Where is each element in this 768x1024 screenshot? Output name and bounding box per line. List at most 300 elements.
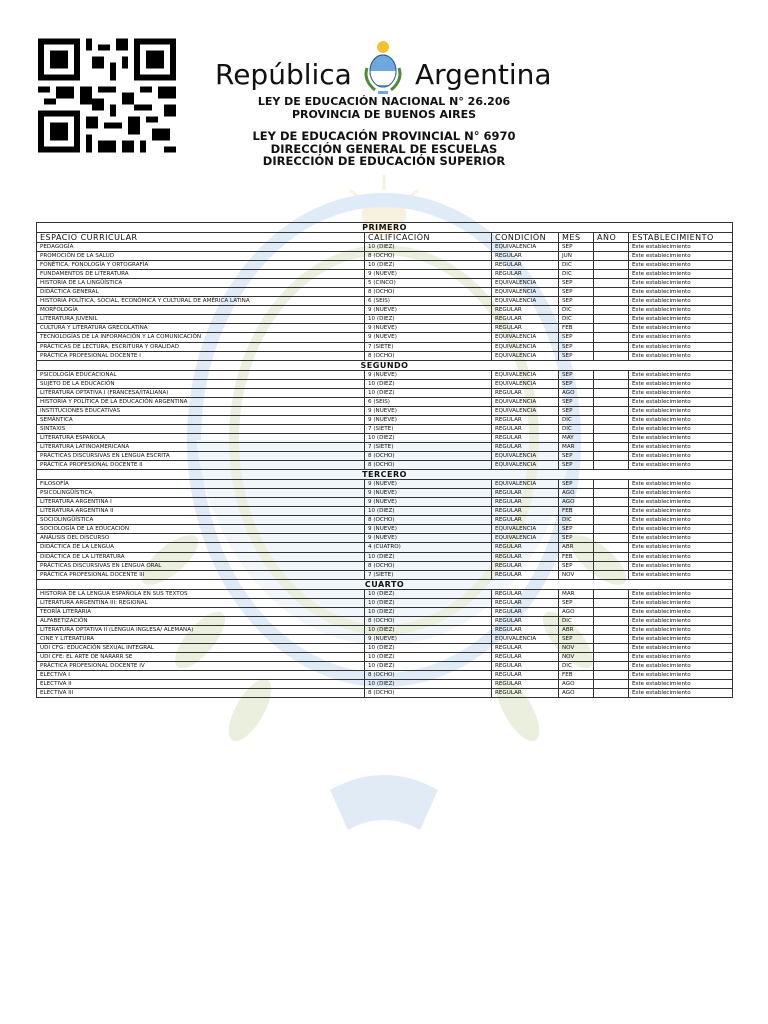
condition-cell: REGULAR	[492, 598, 559, 607]
month-cell: SEP	[559, 480, 594, 489]
institution-cell: Este establecimiento	[629, 252, 733, 261]
month-cell: DIC	[559, 424, 594, 433]
table-row	[37, 452, 733, 461]
subject-cell: HISTORIA POLÍTICA, SOCIAL, ECONÓMICA Y CULTURAL DE AMÉRICA LATINA	[37, 297, 365, 306]
month-cell: DIC	[559, 306, 594, 315]
month-cell: SEP	[559, 370, 594, 379]
grade-cell: 7 (SIETE)	[365, 570, 492, 579]
month-cell: SEP	[559, 406, 594, 415]
table-row	[37, 652, 733, 661]
condition-cell: REGULAR	[492, 252, 559, 261]
condition-cell: REGULAR	[492, 388, 559, 397]
table-row	[37, 616, 733, 625]
condition-cell: REGULAR	[492, 671, 559, 680]
directorate-higher-ed-heading: DIRECCIÓN DE EDUCACIÓN SUPERIOR	[262, 154, 506, 168]
year-cell	[594, 543, 629, 552]
table-row	[37, 525, 733, 534]
institution-cell: Este establecimiento	[629, 480, 733, 489]
condition-cell: REGULAR	[492, 261, 559, 270]
table-row	[37, 543, 733, 552]
institution-cell: Este establecimiento	[629, 616, 733, 625]
institution-cell: Este establecimiento	[629, 671, 733, 680]
month-cell: DIC	[559, 415, 594, 424]
institution-cell: Este establecimiento	[629, 634, 733, 643]
month-cell: SEP	[559, 461, 594, 470]
table-row	[37, 351, 733, 360]
institution-cell: Este establecimiento	[629, 442, 733, 451]
year-cell	[594, 333, 629, 342]
year-section-header	[37, 470, 733, 480]
subject-cell: DIDÁCTICA GENERAL	[37, 288, 365, 297]
institution-cell: Este establecimiento	[629, 315, 733, 324]
condition-cell: REGULAR	[492, 498, 559, 507]
condition-cell: REGULAR	[492, 442, 559, 451]
month-cell: AGO	[559, 689, 594, 698]
year-cell	[594, 388, 629, 397]
subject-cell: LITERATURA OPTATIVA II (LENGUA INGLESA/ ALEMANA)	[37, 625, 365, 634]
grade-cell: 10 (DIEZ)	[365, 607, 492, 616]
year-cell	[594, 561, 629, 570]
institution-cell: Este establecimiento	[629, 333, 733, 342]
law-provincial-heading: LEY DE EDUCACIÓN PROVINCIAL N° 6970	[252, 129, 516, 143]
grade-cell: 8 (OCHO)	[365, 616, 492, 625]
condition-cell: EQUIVALENCIA	[492, 351, 559, 360]
institution-cell: Este establecimiento	[629, 424, 733, 433]
institution-cell: Este establecimiento	[629, 351, 733, 360]
institution-cell: Este establecimiento	[629, 415, 733, 424]
month-cell: SEP	[559, 397, 594, 406]
table-row	[37, 480, 733, 489]
table-row	[37, 333, 733, 342]
national-coat-of-arms-icon	[361, 38, 405, 96]
table-row	[37, 270, 733, 279]
month-cell: NOV	[559, 570, 594, 579]
condition-cell: EQUIVALENCIA	[492, 525, 559, 534]
table-row	[37, 507, 733, 516]
directorate-schools-heading: DIRECCIÓN GENERAL DE ESCUELAS	[270, 142, 498, 156]
column-header: CONDICIÓN	[492, 233, 559, 243]
institution-cell: Este establecimiento	[629, 561, 733, 570]
subject-cell: LITERATURA ARGENTINA II	[37, 507, 365, 516]
subject-cell: PRÁCTICAS DISCURSIVAS EN LENGUA ORAL	[37, 561, 365, 570]
institution-cell: Este establecimiento	[629, 379, 733, 388]
grade-cell: 7 (SIETE)	[365, 342, 492, 351]
month-cell: SEP	[559, 351, 594, 360]
table-row	[37, 315, 733, 324]
grade-cell: 9 (NUEVE)	[365, 525, 492, 534]
condition-cell: EQUIVALENCIA	[492, 379, 559, 388]
grade-cell: 9 (NUEVE)	[365, 306, 492, 315]
grade-cell: 9 (NUEVE)	[365, 489, 492, 498]
year-cell	[594, 480, 629, 489]
column-header: MES	[559, 233, 594, 243]
institution-cell: Este establecimiento	[629, 652, 733, 661]
year-cell	[594, 288, 629, 297]
institution-cell: Este establecimiento	[629, 297, 733, 306]
table-row	[37, 461, 733, 470]
subject-cell: FUNDAMENTOS DE LITERATURA	[37, 270, 365, 279]
grade-cell: 9 (NUEVE)	[365, 534, 492, 543]
condition-cell: REGULAR	[492, 543, 559, 552]
table-row	[37, 589, 733, 598]
institution-cell: Este establecimiento	[629, 406, 733, 415]
grade-cell: 9 (NUEVE)	[365, 406, 492, 415]
year-section-header	[37, 579, 733, 589]
month-cell: DIC	[559, 261, 594, 270]
month-cell: AGO	[559, 489, 594, 498]
country-title-left: República	[215, 58, 352, 91]
condition-cell: REGULAR	[492, 424, 559, 433]
column-header: CALIFICACIÓN	[365, 233, 492, 243]
province-heading: PROVINCIA DE BUENOS AIRES	[291, 108, 477, 121]
month-cell: AGO	[559, 498, 594, 507]
grade-cell: 6 (SEIS)	[365, 297, 492, 306]
condition-cell: REGULAR	[492, 315, 559, 324]
grade-cell: 10 (DIEZ)	[365, 507, 492, 516]
table-row	[37, 607, 733, 616]
year-cell	[594, 534, 629, 543]
year-section-title: TERCERO	[37, 470, 733, 480]
month-cell: SEP	[559, 525, 594, 534]
month-cell: MAR	[559, 589, 594, 598]
law-national-heading: LEY DE EDUCACIÓN NACIONAL N° 26.206	[257, 95, 511, 108]
grade-cell: 8 (OCHO)	[365, 252, 492, 261]
institution-cell: Este establecimiento	[629, 643, 733, 652]
subject-cell: PRÁCTICA PROFESIONAL DOCENTE IV	[37, 662, 365, 671]
subject-cell: LITERATURA OPTATIVA I (FRANCESA/ITALIANA)	[37, 388, 365, 397]
grade-cell: 10 (DIEZ)	[365, 433, 492, 442]
subject-cell: TECNOLOGÍAS DE LA INFORMACIÓN Y LA COMUNICACIÓN	[37, 333, 365, 342]
condition-cell: REGULAR	[492, 680, 559, 689]
month-cell: DIC	[559, 315, 594, 324]
month-cell: SEP	[559, 297, 594, 306]
year-cell	[594, 442, 629, 451]
condition-cell: REGULAR	[492, 489, 559, 498]
year-cell	[594, 324, 629, 333]
table-row	[37, 625, 733, 634]
subject-cell: DIDÁCTICA DE LA LENGUA	[37, 543, 365, 552]
month-cell: SEP	[559, 634, 594, 643]
table-row	[37, 442, 733, 451]
column-header: ESPACIO CURRICULAR	[37, 233, 365, 243]
institution-cell: Este establecimiento	[629, 270, 733, 279]
year-cell	[594, 625, 629, 634]
month-cell: NOV	[559, 643, 594, 652]
month-cell: AGO	[559, 680, 594, 689]
month-cell: MAY	[559, 433, 594, 442]
year-cell	[594, 424, 629, 433]
month-cell: SEP	[559, 279, 594, 288]
subject-cell: SOCIOLOGÍA DE LA EDUCACIÓN	[37, 525, 365, 534]
year-cell	[594, 589, 629, 598]
subject-cell: ANÁLISIS DEL DISCURSO	[37, 534, 365, 543]
grade-cell: 8 (OCHO)	[365, 561, 492, 570]
year-cell	[594, 671, 629, 680]
institution-cell: Este establecimiento	[629, 680, 733, 689]
year-cell	[594, 652, 629, 661]
institution-cell: Este establecimiento	[629, 525, 733, 534]
subject-cell: PRÁCTICA PROFESIONAL DOCENTE II	[37, 461, 365, 470]
month-cell: AGO	[559, 607, 594, 616]
subject-cell: INSTITUCIONES EDUCATIVAS	[37, 406, 365, 415]
month-cell: SEP	[559, 379, 594, 388]
grade-cell: 10 (DIEZ)	[365, 379, 492, 388]
grade-cell: 10 (DIEZ)	[365, 625, 492, 634]
subject-cell: LITERATURA JUVENIL	[37, 315, 365, 324]
subject-cell: CULTURA Y LITERATURA GRECOLATINA	[37, 324, 365, 333]
table-row	[37, 671, 733, 680]
month-cell: SEP	[559, 333, 594, 342]
institution-cell: Este establecimiento	[629, 570, 733, 579]
year-cell	[594, 489, 629, 498]
condition-cell: EQUIVALENCIA	[492, 452, 559, 461]
grade-cell: 10 (DIEZ)	[365, 662, 492, 671]
table-row	[37, 279, 733, 288]
condition-cell: REGULAR	[492, 507, 559, 516]
year-cell	[594, 297, 629, 306]
grade-cell: 9 (NUEVE)	[365, 324, 492, 333]
year-cell	[594, 342, 629, 351]
subject-cell: HISTORIA DE LA LENGUA ESPAÑOLA EN SUS TEXTOS	[37, 589, 365, 598]
year-cell	[594, 270, 629, 279]
condition-cell: REGULAR	[492, 607, 559, 616]
condition-cell: REGULAR	[492, 433, 559, 442]
year-section-title: SEGUNDO	[37, 360, 733, 370]
year-cell	[594, 516, 629, 525]
institution-cell: Este establecimiento	[629, 461, 733, 470]
year-cell	[594, 680, 629, 689]
month-cell: MAR	[559, 442, 594, 451]
condition-cell: EQUIVALENCIA	[492, 297, 559, 306]
month-cell: SEP	[559, 243, 594, 252]
grade-cell: 9 (NUEVE)	[365, 370, 492, 379]
grade-cell: 10 (DIEZ)	[365, 243, 492, 252]
country-title	[215, 52, 560, 100]
condition-cell: EQUIVALENCIA	[492, 406, 559, 415]
month-cell: FEB	[559, 671, 594, 680]
table-row	[37, 516, 733, 525]
grade-cell: 10 (DIEZ)	[365, 589, 492, 598]
institution-cell: Este establecimiento	[629, 306, 733, 315]
subject-cell: ALFABETIZACIÓN	[37, 616, 365, 625]
grade-cell: 10 (DIEZ)	[365, 680, 492, 689]
condition-cell: EQUIVALENCIA	[492, 243, 559, 252]
grade-cell: 9 (NUEVE)	[365, 415, 492, 424]
subject-cell: PEDAGOGÍA	[37, 243, 365, 252]
grade-cell: 10 (DIEZ)	[365, 643, 492, 652]
column-header-row	[37, 233, 733, 243]
grade-cell: 9 (NUEVE)	[365, 480, 492, 489]
institution-cell: Este establecimiento	[629, 534, 733, 543]
year-cell	[594, 634, 629, 643]
month-cell: SEP	[559, 598, 594, 607]
table-row	[37, 397, 733, 406]
grade-cell: 8 (OCHO)	[365, 351, 492, 360]
condition-cell: REGULAR	[492, 306, 559, 315]
subject-cell: UDI CFE: EL ARTE DE NARARR SE	[37, 652, 365, 661]
institution-cell: Este establecimiento	[629, 279, 733, 288]
month-cell: NOV	[559, 652, 594, 661]
subject-cell: PSICOLOGÍA EDUCACIONAL	[37, 370, 365, 379]
condition-cell: EQUIVALENCIA	[492, 461, 559, 470]
institution-cell: Este establecimiento	[629, 370, 733, 379]
table-row	[37, 243, 733, 252]
condition-cell: REGULAR	[492, 516, 559, 525]
year-cell	[594, 689, 629, 698]
table-row	[37, 370, 733, 379]
institution-cell: Este establecimiento	[629, 543, 733, 552]
year-cell	[594, 243, 629, 252]
subject-cell: ELECTIVA III	[37, 689, 365, 698]
year-cell	[594, 261, 629, 270]
table-row	[37, 261, 733, 270]
year-cell	[594, 507, 629, 516]
condition-cell: EQUIVALENCIA	[492, 634, 559, 643]
subject-cell: TEORÍA LITERARIA	[37, 607, 365, 616]
institution-cell: Este establecimiento	[629, 498, 733, 507]
condition-cell: REGULAR	[492, 552, 559, 561]
year-cell	[594, 616, 629, 625]
grade-cell: 9 (NUEVE)	[365, 333, 492, 342]
subject-cell: CINE Y LITERATURA	[37, 634, 365, 643]
country-title-right: Argentina	[415, 58, 552, 91]
month-cell: JUN	[559, 252, 594, 261]
subject-cell: SUJETO DE LA EDUCACIÓN	[37, 379, 365, 388]
grade-cell: 8 (OCHO)	[365, 516, 492, 525]
year-cell	[594, 643, 629, 652]
subject-cell: DIDÁCTICA DE LA LITERATURA	[37, 552, 365, 561]
subject-cell: ELECTIVA I	[37, 671, 365, 680]
year-cell	[594, 351, 629, 360]
grade-cell: 10 (DIEZ)	[365, 552, 492, 561]
institution-cell: Este establecimiento	[629, 489, 733, 498]
grade-cell: 8 (OCHO)	[365, 689, 492, 698]
subject-cell: FONÉTICA, FONOLOGÍA Y ORTOGRAFÍA	[37, 261, 365, 270]
table-row	[37, 433, 733, 442]
year-cell	[594, 306, 629, 315]
year-cell	[594, 379, 629, 388]
institution-cell: Este establecimiento	[629, 243, 733, 252]
month-cell: FEB	[559, 324, 594, 333]
table-row	[37, 324, 733, 333]
month-cell: ABR	[559, 625, 594, 634]
grade-cell: 8 (OCHO)	[365, 452, 492, 461]
condition-cell: REGULAR	[492, 652, 559, 661]
year-cell	[594, 252, 629, 261]
institution-cell: Este establecimiento	[629, 452, 733, 461]
year-cell	[594, 598, 629, 607]
month-cell: AGO	[559, 388, 594, 397]
year-cell	[594, 607, 629, 616]
grade-cell: 9 (NUEVE)	[365, 634, 492, 643]
subject-cell: MORFOLOGÍA	[37, 306, 365, 315]
institution-cell: Este establecimiento	[629, 324, 733, 333]
subject-cell: PRÁCTICAS DISCURSIVAS EN LENGUA ESCRITA	[37, 452, 365, 461]
institution-cell: Este establecimiento	[629, 598, 733, 607]
condition-cell: EQUIVALENCIA	[492, 370, 559, 379]
institution-cell: Este establecimiento	[629, 516, 733, 525]
column-header: ESTABLECIMIENTO	[629, 233, 733, 243]
grade-cell: 4 (CUATRO)	[365, 543, 492, 552]
subject-cell: PRÁCTICA PROFESIONAL DOCENTE I	[37, 351, 365, 360]
condition-cell: EQUIVALENCIA	[492, 279, 559, 288]
year-cell	[594, 498, 629, 507]
condition-cell: REGULAR	[492, 616, 559, 625]
subject-cell: PRÁCTICA PROFESIONAL DOCENTE III	[37, 570, 365, 579]
condition-cell: EQUIVALENCIA	[492, 480, 559, 489]
table-row	[37, 252, 733, 261]
table-row	[37, 415, 733, 424]
grade-cell: 9 (NUEVE)	[365, 270, 492, 279]
grade-cell: 10 (DIEZ)	[365, 652, 492, 661]
month-cell: SEP	[559, 342, 594, 351]
subject-cell: PSICOLINGÜÍSTICA	[37, 489, 365, 498]
grade-cell: 10 (DIEZ)	[365, 261, 492, 270]
year-cell	[594, 397, 629, 406]
table-row	[37, 306, 733, 315]
grade-cell: 5 (CINCO)	[365, 279, 492, 288]
table-row	[37, 534, 733, 543]
subject-cell: ELECTIVA II	[37, 680, 365, 689]
table-row	[37, 680, 733, 689]
grade-cell: 10 (DIEZ)	[365, 598, 492, 607]
institution-cell: Este establecimiento	[629, 507, 733, 516]
subject-cell: LITERATURA ARGENTINA I	[37, 498, 365, 507]
month-cell: SEP	[559, 534, 594, 543]
month-cell: DIC	[559, 616, 594, 625]
condition-cell: EQUIVALENCIA	[492, 534, 559, 543]
grades-table	[36, 222, 733, 698]
month-cell: SEP	[559, 288, 594, 297]
table-row	[37, 288, 733, 297]
year-cell	[594, 315, 629, 324]
institution-cell: Este establecimiento	[629, 288, 733, 297]
condition-cell: EQUIVALENCIA	[492, 333, 559, 342]
institution-cell: Este establecimiento	[629, 662, 733, 671]
column-header: AÑO	[594, 233, 629, 243]
year-cell	[594, 452, 629, 461]
year-cell	[594, 415, 629, 424]
table-row	[37, 406, 733, 415]
grade-cell: 8 (OCHO)	[365, 671, 492, 680]
institution-cell: Este establecimiento	[629, 342, 733, 351]
year-cell	[594, 461, 629, 470]
institution-cell: Este establecimiento	[629, 552, 733, 561]
subject-cell: PROMOCIÓN DE LA SALUD	[37, 252, 365, 261]
institution-cell: Este establecimiento	[629, 689, 733, 698]
month-cell: SEP	[559, 561, 594, 570]
subject-cell: SEMÁNTICA	[37, 415, 365, 424]
institution-cell: Este establecimiento	[629, 433, 733, 442]
subject-cell: HISTORIA DE LA LINGÜÍSTICA	[37, 279, 365, 288]
year-cell	[594, 279, 629, 288]
year-section-header	[37, 223, 733, 233]
grade-cell: 9 (NUEVE)	[365, 498, 492, 507]
institution-cell: Este establecimiento	[629, 607, 733, 616]
subject-cell: LITERATURA LATINOAMERICANA	[37, 442, 365, 451]
table-row	[37, 388, 733, 397]
table-row	[37, 552, 733, 561]
institution-cell: Este establecimiento	[629, 625, 733, 634]
year-section-title: CUARTO	[37, 579, 733, 589]
subject-cell: FILOSOFÍA	[37, 480, 365, 489]
month-cell: ABR	[559, 543, 594, 552]
table-row	[37, 297, 733, 306]
subject-cell: HISTORIA Y POLÍTICA DE LA EDUCACIÓN ARGENTINA	[37, 397, 365, 406]
month-cell: DIC	[559, 662, 594, 671]
subject-cell: SOCIOLINGÜÍSTICA	[37, 516, 365, 525]
table-row	[37, 489, 733, 498]
